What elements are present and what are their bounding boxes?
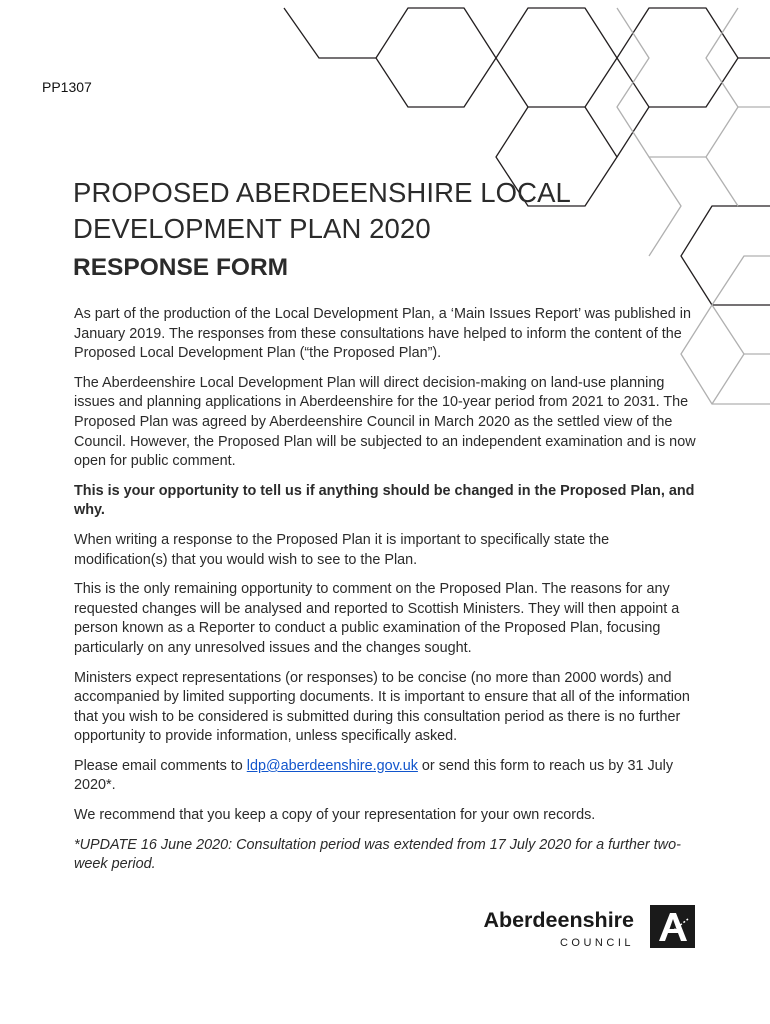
remaining-opportunity-paragraph: This is the only remaining opportunity to comment on the Proposed Plan. The reasons for any requested changes will be analysed and reported to Scottish Ministers. They will then appoint a person known as a Reporter to conduct a public examination of the Proposed Plan, focusing particularly on any unresolved issues and the changes sought. [74, 581, 680, 656]
hex-segment [706, 157, 738, 206]
document-body [74, 305, 706, 885]
hexagon-outline [496, 8, 617, 107]
council-logo [470, 904, 700, 954]
title-line-1: PROPOSED ABERDEENSHIRE LOCAL [73, 177, 571, 208]
page-title [73, 175, 673, 247]
contact-paragraph [74, 757, 706, 796]
hexagon-outline [376, 8, 496, 107]
hexagon-outline [617, 8, 738, 107]
hex-segment [284, 8, 376, 58]
email-link[interactable]: ldp@aberdeenshire.gov.uk [246, 757, 418, 774]
logo-name: Aberdeenshire [483, 908, 634, 932]
contact-text-after: or send this form to reach us by 31 July 2020*. [74, 757, 674, 794]
logo-a-icon [650, 905, 695, 948]
document-reference: PP1307 [42, 79, 92, 95]
contact-text-before: Please email comments to [74, 757, 247, 774]
opportunity-paragraph: This is your opportunity to tell us if anything should be changed in the Proposed Plan, and why. [74, 482, 695, 519]
records-paragraph: We recommend that you keep a copy of your representation for your own records. [74, 807, 596, 824]
ministers-paragraph: Ministers expect representations (or responses) to be concise (no more than 2000 words) and accompanied by limited supporting documents. It is important to ensure that all of the information that you wish to be considered is submitted during this consultation period as there is no further opportunity to provide information, unless specifically asked. [74, 669, 690, 745]
update-note: *UPDATE 16 June 2020: Consultation period was extended from 17 July 2020 for a further two-week period. [74, 836, 681, 873]
modification-paragraph: When writing a response to the Proposed Plan it is important to specifically state the modification(s) that you would wish to see to the Plan. [74, 531, 610, 568]
title-line-2: DEVELOPMENT PLAN 2020 [73, 213, 431, 244]
logo-mark-icon [650, 905, 695, 948]
intro-paragraph: As part of the production of the Local Development Plan, a ‘Main Issues Report’ was published in January 2019. The responses from these consultations have helped to inform the content of the Proposed Local Development Plan (“the Proposed Plan”). [74, 306, 692, 362]
logo-council: COUNCIL [559, 937, 634, 949]
form-subtitle: RESPONSE FORM [73, 254, 289, 281]
hex-segment [712, 305, 744, 404]
plan-paragraph: The Aberdeenshire Local Development Plan will direct decision-making on land-use planning issues and planning applications in Aberdeenshire for the 10-year period from 2021 to 2031. The Proposed Plan was agreed by Aberdeenshire Council in March 2020 as the settled view of the Council. However, the Proposed Plan will be subjected to an independent examination and is now open for public comment. [74, 374, 696, 470]
